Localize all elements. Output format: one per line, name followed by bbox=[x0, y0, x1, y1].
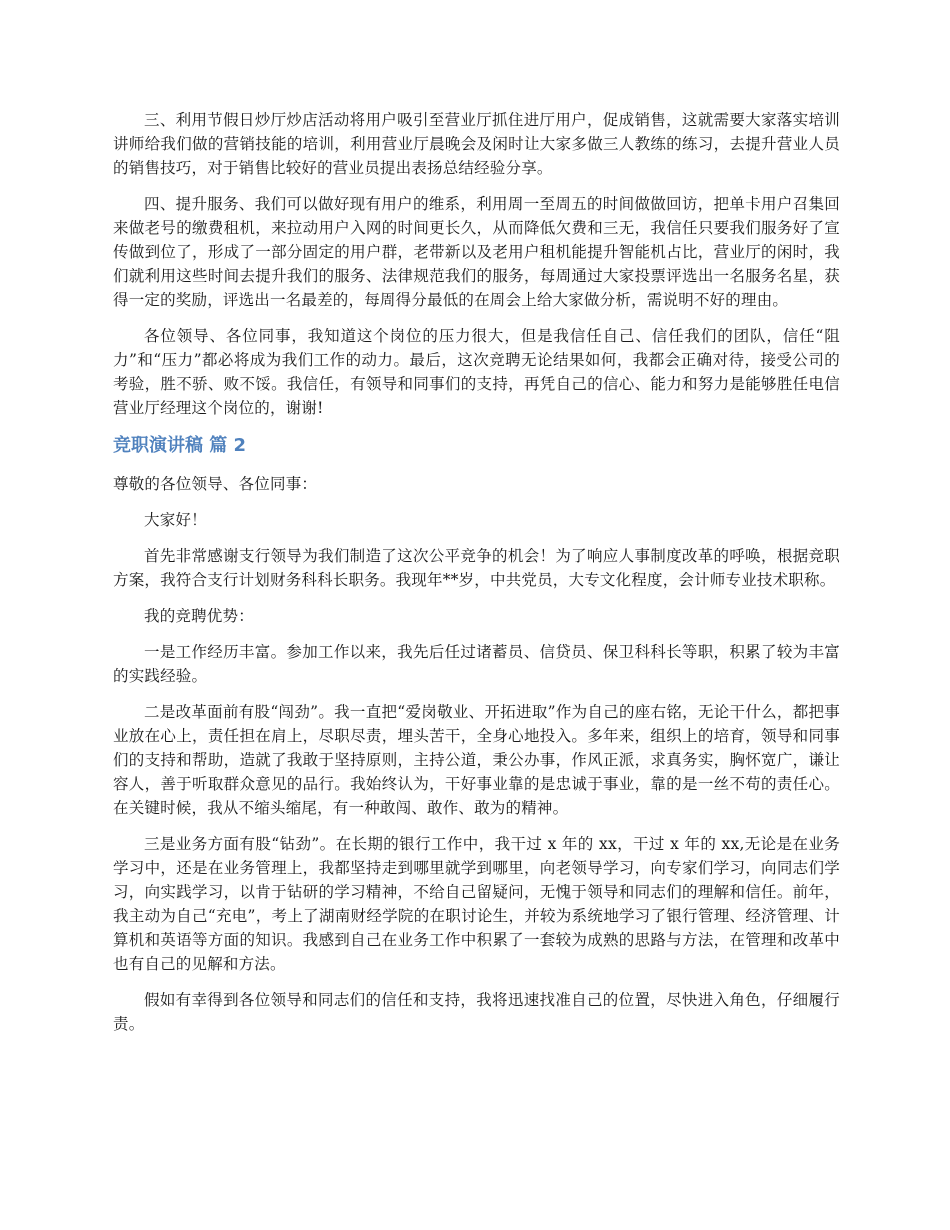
paragraph-advantage-1: 一是工作经历丰富。参加工作以来，我先后任过诸蓄员、信贷员、保卫科科长等职，积累了较为丰富的实践经验。 bbox=[113, 643, 840, 685]
paragraph-3: 三、利用节假日炒厅炒店活动将用户吸引至营业厅抓住进厅用户，促成销售，这就需要大家落实培训讲师给我们做的营销技能的培训，利用营业厅晨晚会及闲时让大家多做三人教练的练习，去提升营业人员的销售技巧，对于销售比较好的营业员提出表扬总结经验分享。 bbox=[113, 111, 840, 177]
paragraph-final: 假如有幸得到各位领导和同志们的信任和支持，我将迅速找准自己的位置，尽快进入角色，仔细履行责。 bbox=[113, 991, 840, 1033]
paragraph-advantage-2: 二是改革面前有股“闯劲”。我一直把“爱岗敬业、开拓进取”作为自己的座右铭，无论干什么，都把事业放在心上，责任担在肩上，尽职尽责，埋头苦干，全身心地投入。多年来，组织上的培育，领导和同事们的支持和帮助，造就了我敢于坚持原则，主持公道，秉公办事，作风正派，求真务实，胸怀宽广，谦让容人，善于听取群众意见的品行。我始终认为，干好事业靠的是忠诚于事业，靠的是一丝不苟的责任心。在关键时候，我从不缩头缩尾，有一种敢闯、敢作、敢为的精神。 bbox=[113, 703, 840, 817]
greeting: 大家好！ bbox=[144, 511, 207, 529]
section-heading: 竞职演讲稿 篇 2 bbox=[113, 435, 247, 456]
paragraph-intro: 首先非常感谢支行领导为我们制造了这次公平竞争的机会！为了响应人事制度改革的呼唤，根据竞职方案，我符合支行计划财务科科长职务。我现年**岁，中共党员，大专文化程度，会计师专业技术职称。 bbox=[113, 547, 840, 589]
salutation: 尊敬的各位领导、各位同事： bbox=[113, 475, 318, 493]
paragraph-closing: 各位领导、各位同事，我知道这个岗位的压力很大，但是我信任自己、信任我们的团队，信任“阻力”和“压力”都必将成为我们工作的动力。最后，这次竞聘无论结果如何，我都会正确对待，接受公司的考验，胜不骄、败不馁。我信任，有领导和同事们的支持，再凭自己的信心、能力和努力是能够胜任电信营业厅经理这个岗位的，谢谢! bbox=[113, 327, 840, 417]
document-page bbox=[113, 108, 840, 1048]
paragraph-advantage-3: 三是业务方面有股“钻劲”。在长期的银行工作中，我干过 x 年的 xx，干过 x 年的 xx,无论是在业务学习中，还是在业务管理上，我都坚持走到哪里就学到哪里，向老领导学习，向专家们学习，向同志们学习，向实践学习，以肯于钻研的学习精神，不给自己留疑问，无愧于领导和同志们的理解和信任。前年，我主动为自己“充电”，考上了湖南财经学院的在职讨论生，并较为系统地学习了银行管理、经济管理、计算机和英语等方面的知识。我感到自己在业务工作中积累了一套较为成熟的思路与方法，在管理和改革中也有自己的见解和方法。 bbox=[113, 835, 840, 973]
paragraph-advantages-title: 我的竞聘优势： bbox=[144, 607, 254, 625]
paragraph-4: 四、提升服务、我们可以做好现有用户的维系，利用周一至周五的时间做做回访，把单卡用户召集回来做老号的缴费租机，来拉动用户入网的时间更长久，从而降低欠费和三无，我信任只要我们服务好了宣传做到位了，形成了一部分固定的用户群，老带新以及老用户租机能提升智能机占比，营业厅的闲时，我们就利用这些时间去提升我们的服务、法律规范我们的服务，每周通过大家投票评选出一名服务名星，获得一定的奖励，评选出一名最差的，每周得分最低的在周会上给大家做分析，需说明不好的理由。 bbox=[113, 195, 840, 309]
